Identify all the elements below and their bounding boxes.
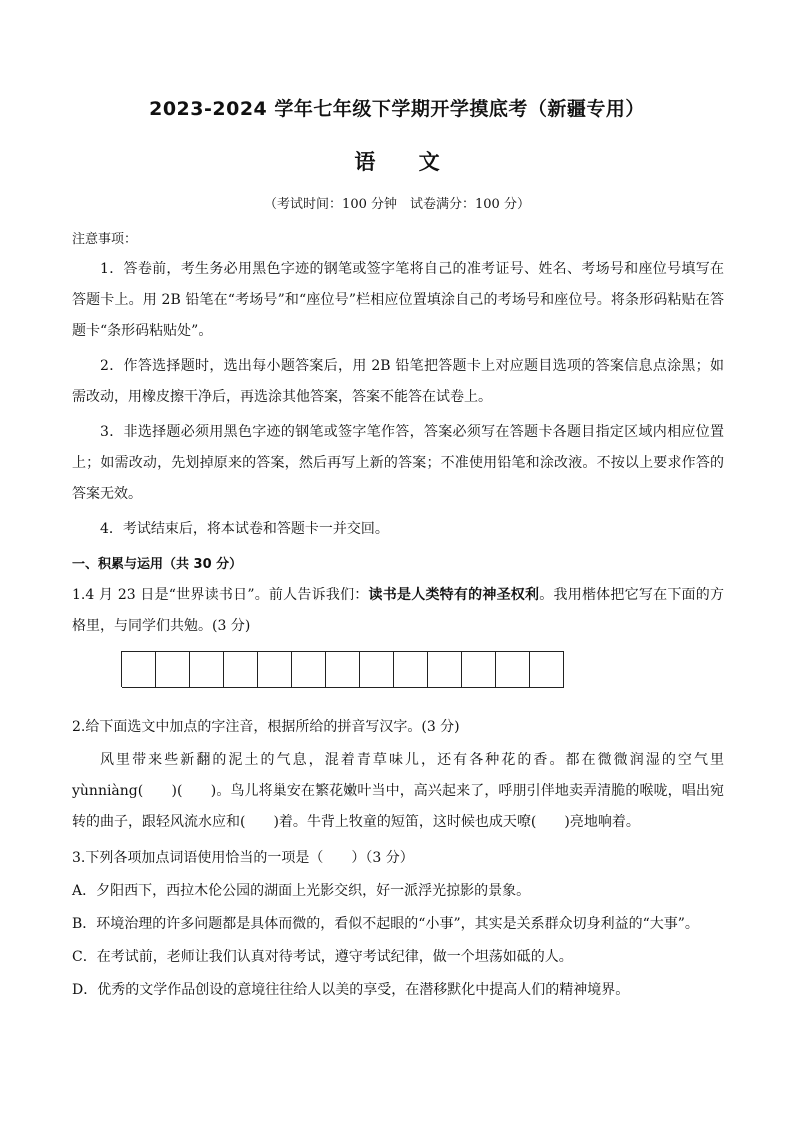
grid-cell [122, 651, 156, 688]
notice-item-2: 2．作答选择题时，选出每小题答案后，用 2B 铅笔把答题卡上对应题目选项的答案信息点涂黑；如需改动，用橡皮擦干净后，再选涂其他答案，答案不能答在试卷上。 [72, 358, 724, 405]
exam-title: 2023-2024 学年七年级下学期开学摸底考（新疆专用） [149, 98, 645, 120]
question-1-prefix: 1.4 月 23 日是“世界读书日”。前人告诉我们： [72, 587, 369, 603]
grid-cell [428, 651, 462, 688]
grid-cell [530, 651, 564, 688]
question-3-stem: 3.下列各项加点词语使用恰当的一项是（ ）（3 分） [72, 850, 414, 866]
question-1 [72, 580, 724, 642]
question-3-option-d: D．优秀的文学作品创设的意境往往给人以美的享受，在潜移默化中提高人们的精神境界。 [72, 982, 630, 998]
grid-cell [224, 651, 258, 688]
notice-item-1: 1．答卷前，考生务必用黑色字迹的钢笔或签字笔将自己的准考证号、姓名、考场号和座位号填写在答题卡上。用 2B 铅笔在“考场号”和“座位号”栏相应位置填涂自己的考场号和座位号。将条形码粘贴在答题卡“条形码粘贴处”。 [72, 261, 724, 339]
writing-grid [121, 651, 564, 687]
notice-item-3: 3．非选择题必须用黑色字迹的钢笔或签字笔作答，答案必须写在答题卡各题目指定区域内相应位置上；如需改动，先划掉原来的答案，然后再写上新的答案；不准使用铅笔和涂改液。不按以上要求作答的答案无效。 [72, 424, 724, 502]
question-3-option-c: C．在考试前，老师让我们认真对待考试，遵守考试纪律，做一个坦荡如砥的人。 [72, 949, 573, 965]
question-2-stem: 2.给下面选文中加点的字注音，根据所给的拼音写汉字。(3 分) [72, 719, 460, 735]
grid-cell [360, 651, 394, 688]
question-3-option-a: A．夕阳西下，西拉木伦公园的湖面上光影交织，好一派浮光掠影的景象。 [72, 883, 531, 899]
subject-title: 语 文 [354, 150, 458, 174]
exam-info: （考试时间：100 分钟 试卷满分：100 分） [264, 197, 530, 212]
grid-cell [156, 651, 190, 688]
question-2-passage: 风里带来些新翻的泥土的气息，混着青草味儿，还有各种花的香。都在微微润湿的空气里 yùnniàng( )( )。鸟儿将巢安在繁花嫩叶当中，高兴起来了，呼朋引伴地卖弄清脆的喉咙，唱出宛转的曲子，跟轻风流水应和( )着。牛背上牧童的短笛，这时候也成天嘹( )亮地响着。 [72, 752, 724, 830]
grid-cell [292, 651, 326, 688]
grid-cell [394, 651, 428, 688]
grid-cell [326, 651, 360, 688]
question-3-option-b: B．环境治理的许多问题都是具体而微的，看似不起眼的“小事”，其实是关系群众切身利益的“大事”。 [72, 916, 699, 932]
section-heading: 一、积累与运用（共 30 分） [72, 557, 243, 572]
question-1-suffix: 。我用楷体把它写在下面的方格里，与同学们共勉。(3 分) [72, 587, 724, 634]
notice-heading: 注意事项： [72, 232, 138, 247]
grid-cell [462, 651, 496, 688]
grid-cell [258, 651, 292, 688]
question-1-quote: 读书是人类特有的神圣权利 [368, 587, 540, 603]
grid-cell [190, 651, 224, 688]
grid-cell [496, 651, 530, 688]
notice-item-4: 4．考试结束后，将本试卷和答题卡一并交回。 [100, 521, 389, 537]
